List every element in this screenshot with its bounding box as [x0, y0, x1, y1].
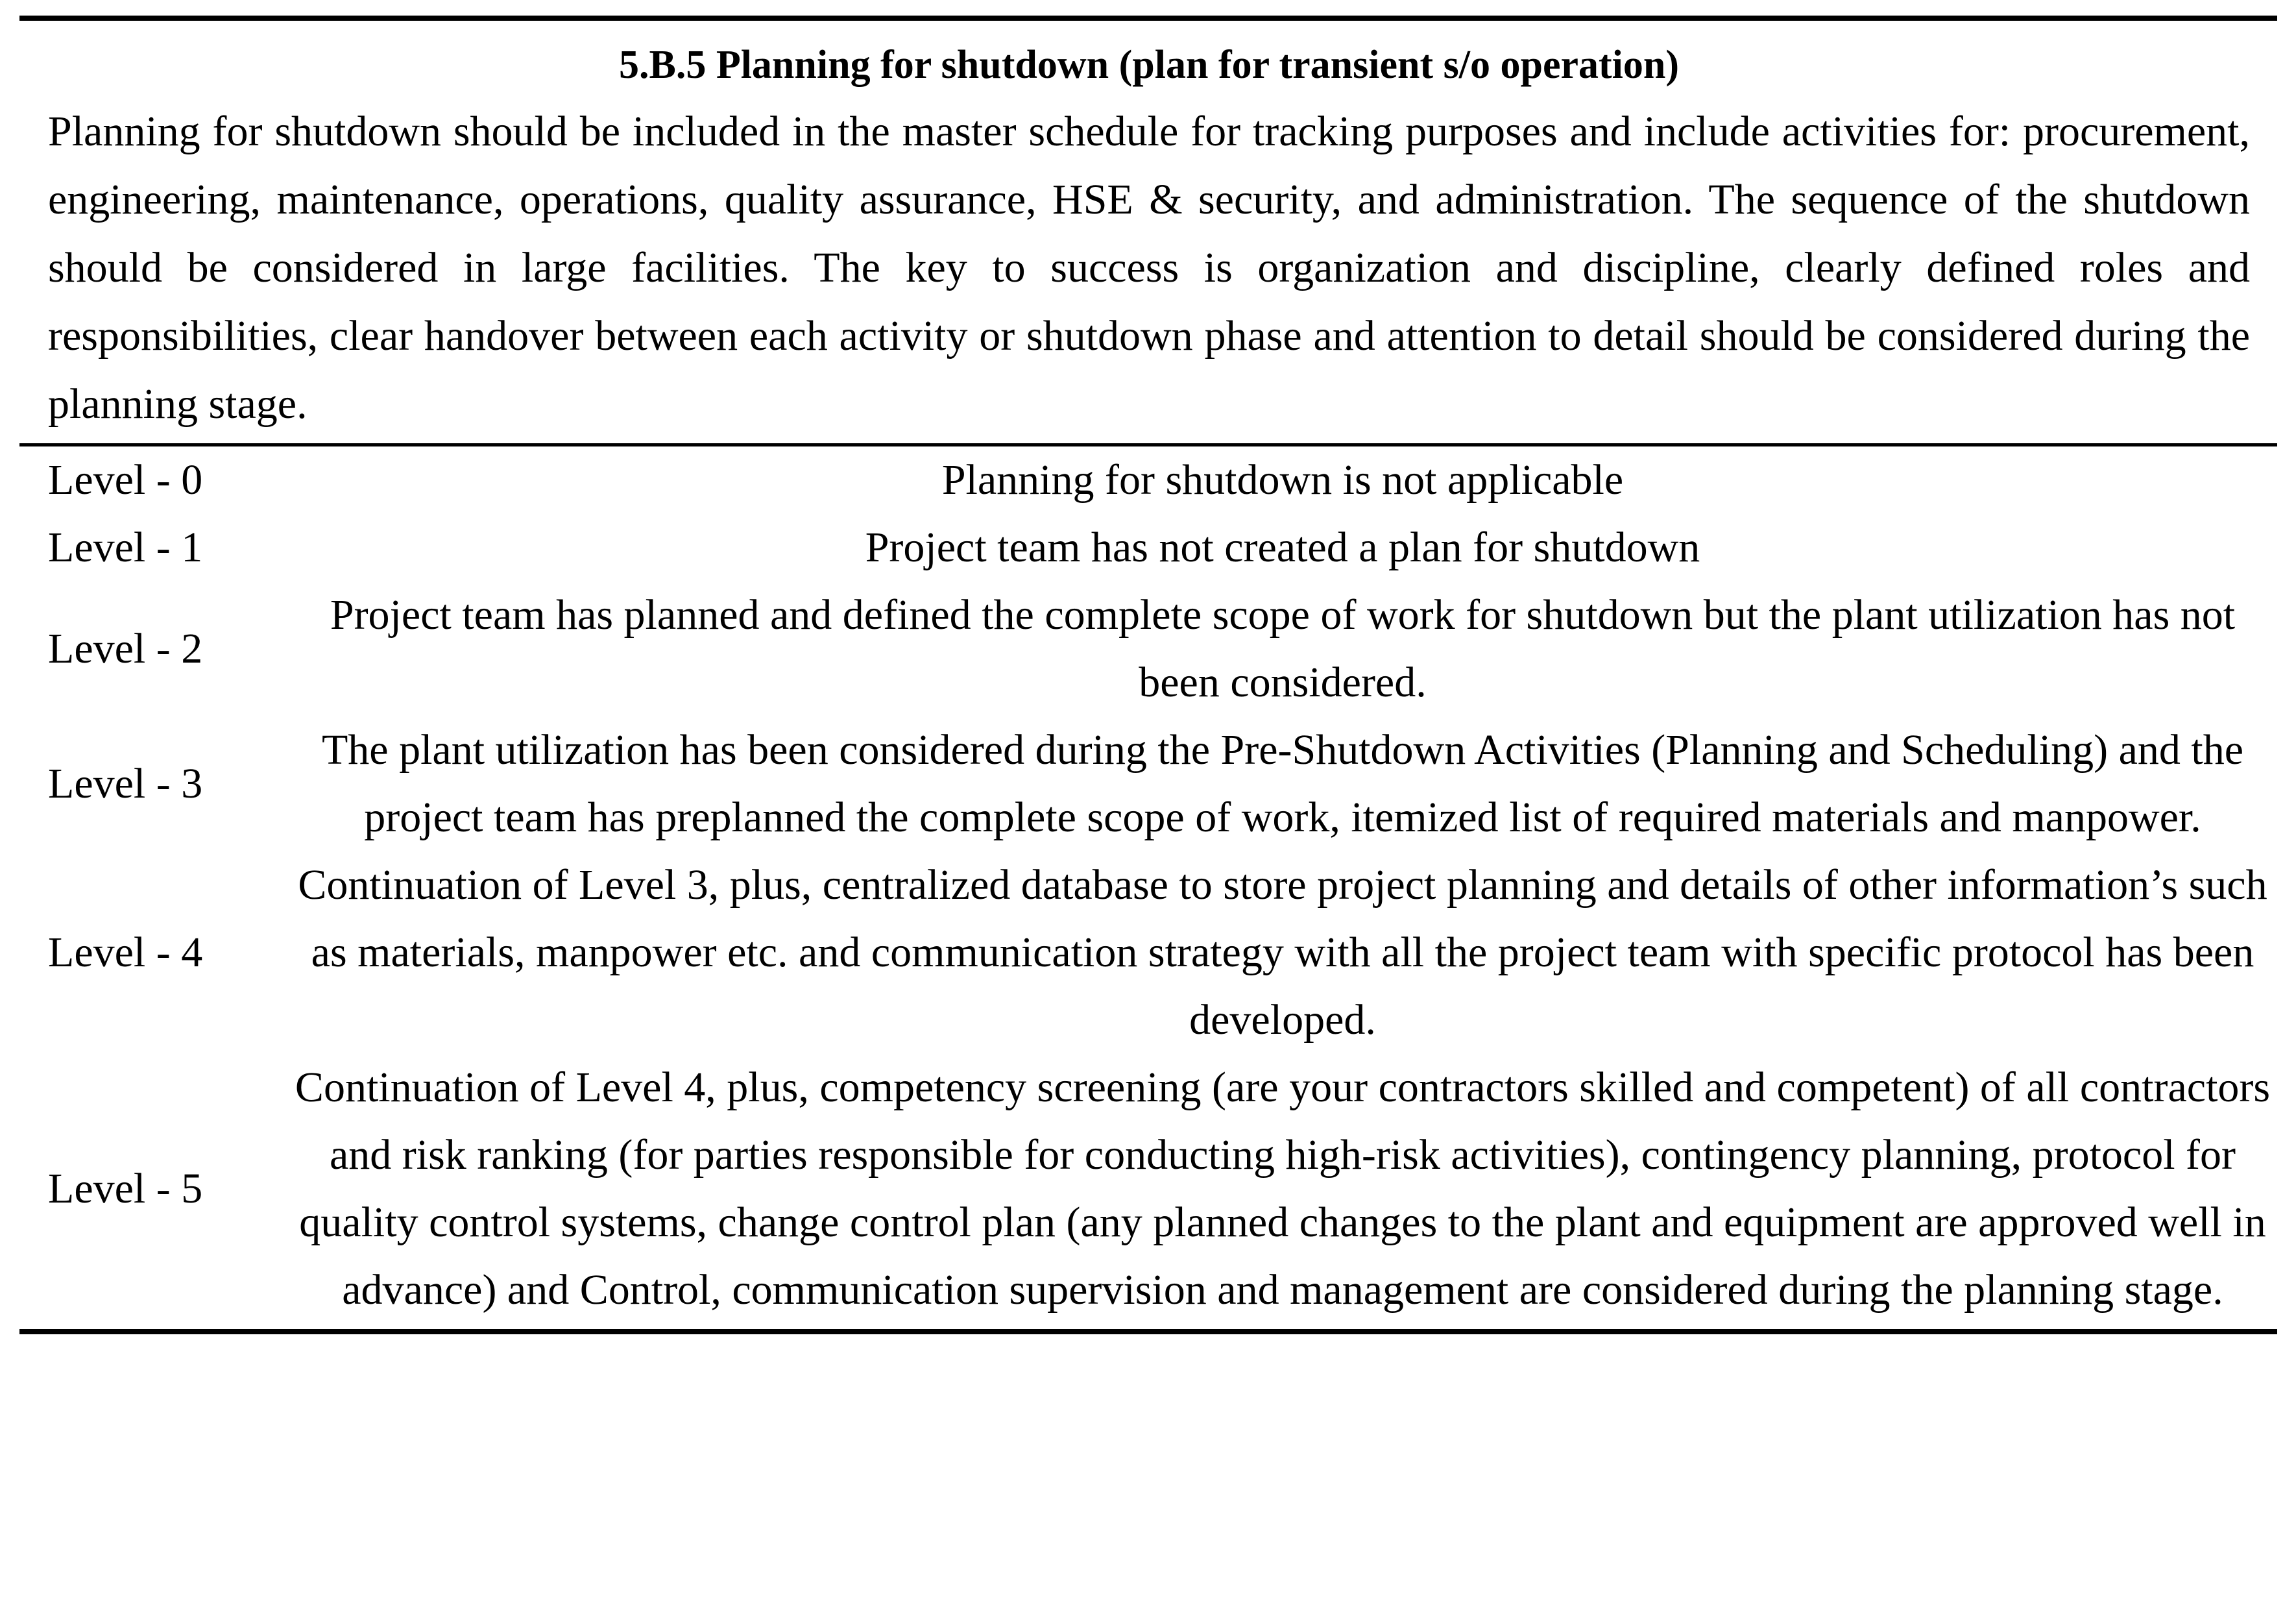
level-description: The plant utilization has been considered during the Pre-Shutdown Activities (Planning and Scheduling) and the project team has preplanned the complete scope of work, itemized list of required materials and manpower. [321, 726, 2244, 841]
level-label: Level - 1 [48, 524, 203, 571]
bottom-rule [19, 1329, 2277, 1334]
levels-list [19, 446, 2277, 1329]
level-description: Continuation of Level 4, plus, competency screening (are your contractors skilled and competent) of all contractors and risk ranking (for parties responsible for conducting high-risk activities), contingency planning, protocol for quality control systems, change control plan (any planned changes to the plant and equipment are approved well in advance) and Control, communication supervision and management are considered during the planning stage. [295, 1064, 2271, 1314]
level-row-5 [19, 1054, 2277, 1324]
section-header [19, 21, 2277, 443]
level-description: Planning for shutdown is not applicable [941, 456, 1624, 504]
top-rule [19, 16, 2277, 21]
section-intro: Planning for shutdown should be included in the master schedule for tracking purposes and include activities for: procurement, engineering, maintenance, operations, quality assurance, HSE & security, and administration. The sequence of the shutdown should be considered in large facilities. The key to success is organization and discipline, clearly defined roles and responsibilities, clear handover between each activity or shutdown phase and attention to detail should be considered during the planning stage. [48, 108, 2250, 428]
level-row-2 [19, 581, 2277, 716]
level-row-1 [19, 514, 2277, 581]
maturity-table [19, 16, 2277, 1334]
section-title: 5.B.5 Planning for shutdown (plan for transient s/o operation) [618, 43, 1680, 87]
level-label: Level - 3 [48, 760, 203, 807]
level-description: Project team has not created a plan for shutdown [865, 524, 1700, 571]
level-description: Continuation of Level 3, plus, centralized database to store project planning and details of other information’s such as materials, manpower etc. and communication strategy with all the project team with specific protocol has been developed. [298, 861, 2267, 1044]
level-description: Project team has planned and defined the complete scope of work for shutdown but the plant utilization has not been considered. [330, 591, 2236, 706]
level-row-3 [19, 716, 2277, 851]
level-label: Level - 4 [48, 929, 203, 976]
level-row-0 [19, 446, 2277, 514]
level-label: Level - 2 [48, 625, 203, 672]
level-label: Level - 0 [48, 456, 203, 504]
level-label: Level - 5 [48, 1165, 203, 1212]
level-row-4 [19, 851, 2277, 1054]
